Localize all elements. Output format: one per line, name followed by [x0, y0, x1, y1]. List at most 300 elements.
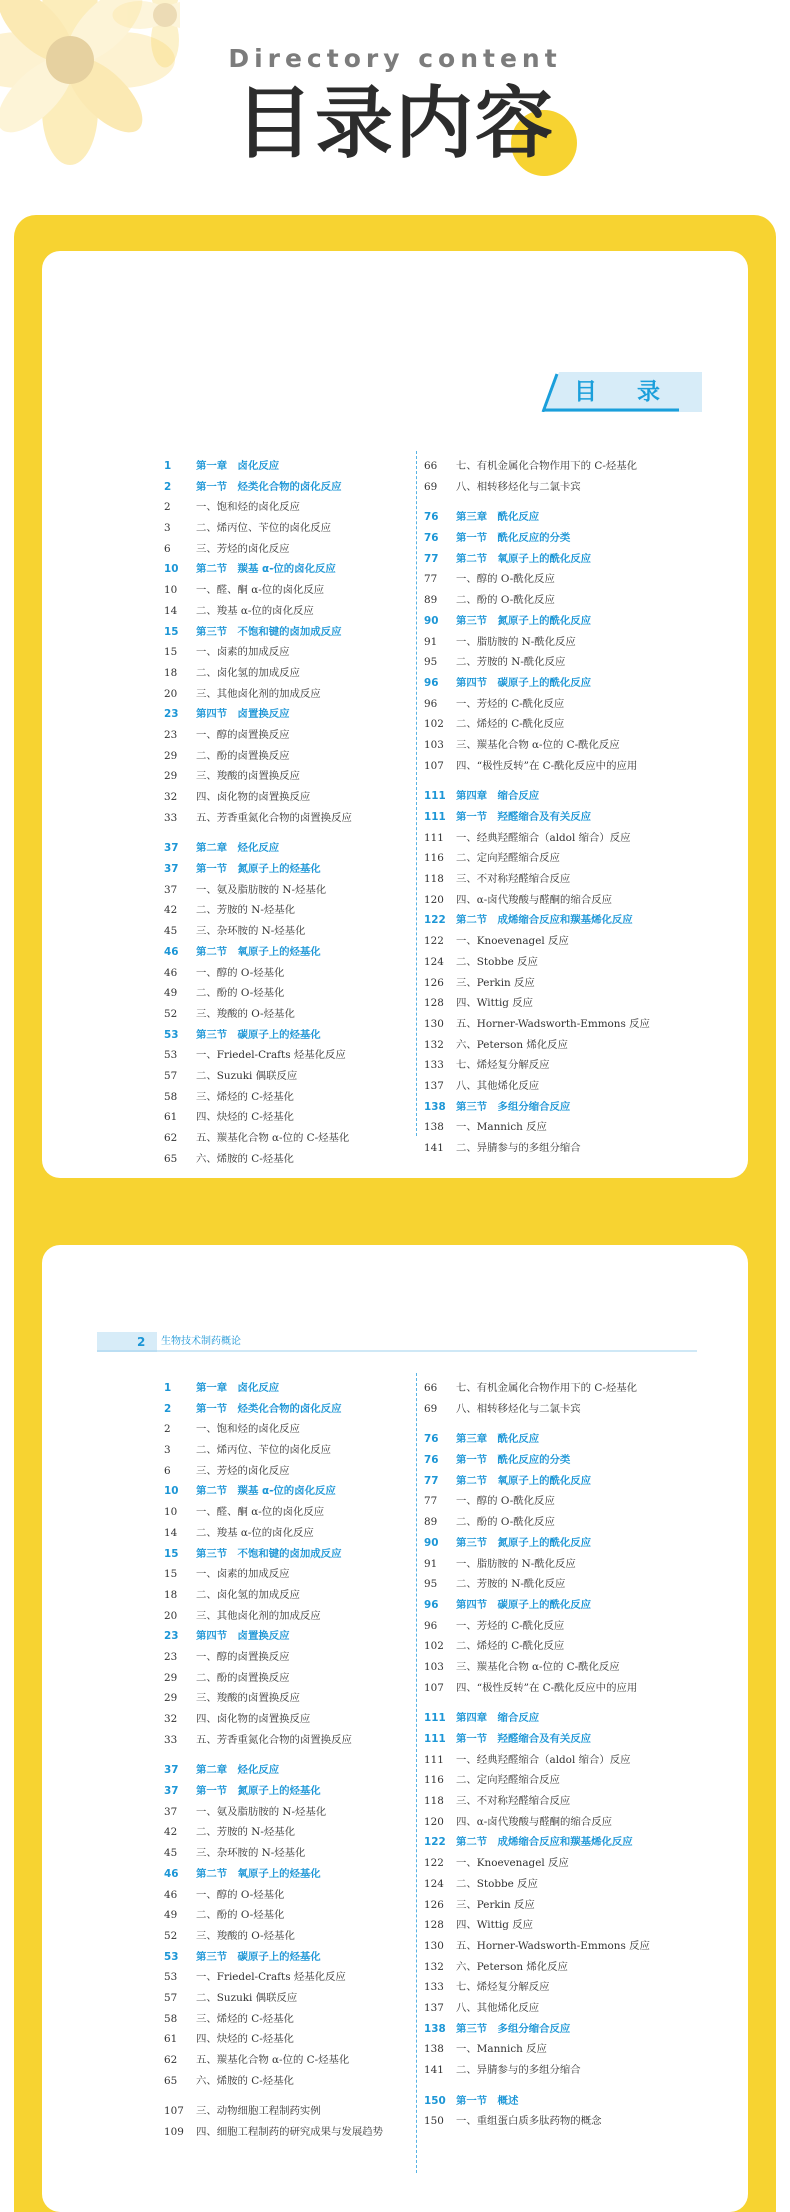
toc-entry-title: 第一节 酰化反应的分类: [456, 532, 571, 545]
toc-entry-title: 三、其他卤化剂的加成反应: [196, 1609, 321, 1622]
toc-entry-title: 四、炔烃的 C-烃基化: [196, 2033, 294, 2046]
toc-entry: [164, 787, 424, 808]
toc-entry-title: 第二节 氧原子上的烃基化: [196, 945, 321, 958]
toc-page-number: 96: [424, 1598, 439, 1611]
toc-entry-title: 二、卤化氢的加成反应: [196, 1588, 300, 1601]
toc-entry-title: 第三章 酰化反应: [456, 511, 540, 524]
toc-page-number: 37: [164, 1764, 179, 1777]
toc-entry: [424, 1678, 724, 1699]
toc-entry: [164, 1045, 424, 1066]
toc-entry: [424, 1616, 724, 1637]
toc-entry-title: 第二节 羰基 α-位的卤化反应: [196, 563, 336, 576]
toc-entry: [164, 1585, 424, 1606]
toc-page-number: 69: [424, 1402, 438, 1415]
toc-page-number: 42: [164, 1826, 178, 1839]
toc-entry: [164, 808, 424, 829]
toc-entry-title: 七、烯烃复分解反应: [456, 1981, 550, 1994]
toc-entry-title: 七、有机金属化合物作用下的 C-烃基化: [456, 1382, 638, 1394]
toc-entry-title: 三、芳烃的卤化反应: [196, 1464, 290, 1477]
toc-entry-title: 四、细胞工程制药的研究成果与发展趋势: [196, 2126, 384, 2139]
toc-entry: [164, 1647, 424, 1668]
toc-page-number: 120: [424, 893, 444, 906]
toc-entry-title: 一、Friedel-Crafts 烃基化反应: [196, 1971, 346, 1984]
toc-entry-title: 二、酚的卤置换反应: [196, 1671, 290, 1684]
toc-entry-title: 二、烯烃的 C-酰化反应: [456, 718, 565, 731]
toc-entry-title: 第四章 缩合反应: [456, 1712, 540, 1725]
toc-page-card-1: [42, 251, 748, 1178]
toc-heading-entry: [164, 622, 424, 643]
toc-entry-title: 第四节 卤置换反应: [196, 1630, 290, 1643]
toc-heading-entry: [424, 2019, 724, 2040]
toc-entry-title: 二、羧基 α-位的卤化反应: [196, 1526, 314, 1539]
toc-entry: [424, 890, 724, 911]
toc-entry-title: 第二章 烃化反应: [196, 1764, 280, 1777]
toc-entry-title: 一、Knoevenagel 反应: [456, 1857, 569, 1870]
toc-entry-title: 第一节 氮原子上的烃基化: [196, 1785, 321, 1798]
toc-page-number: 107: [164, 2105, 184, 2118]
toc-page-number: 122: [424, 1836, 446, 1849]
toc-entry-title: 八、其他烯化反应: [456, 1079, 540, 1092]
toc-heading-entry: [424, 611, 724, 632]
toc-heading-entry: [164, 456, 424, 477]
toc-entry-title: 一、经典羟醛缩合（aldol 缩合）反应: [456, 831, 631, 844]
toc-entry: [164, 1688, 424, 1709]
toc-entry-title: 一、Friedel-Crafts 烃基化反应: [196, 1049, 346, 1062]
toc-page-number: 76: [424, 1454, 439, 1467]
page-title: [235, 78, 555, 170]
toc-entry-title: 八、相转移烃化与二氯卡宾: [456, 1402, 581, 1415]
toc-entry-title: 第三节 多组分缩合反应: [456, 1100, 571, 1113]
toc-page-number: 6: [164, 1464, 171, 1477]
toc-entry: [424, 1378, 724, 1399]
toc-entry: [424, 1117, 724, 1138]
toc-entry-title: 第二节 成烯缩合反应和羰基烯化反应: [456, 1836, 633, 1849]
toc-heading-entry: [164, 1025, 424, 1046]
toc-entry-title: 二、烯丙位、苄位的卤化反应: [196, 1444, 332, 1457]
toc-page-number: 138: [424, 1100, 446, 1113]
toc-right-column: [424, 456, 724, 1159]
toc-page-number: 46: [164, 1888, 178, 1901]
toc-heading-entry: [424, 1832, 724, 1853]
toc-entry: [164, 1822, 424, 1843]
toc-entry: [424, 993, 724, 1014]
toc-entry-title: 第一节 氮原子上的烃基化: [196, 863, 321, 876]
toc-heading-entry: [424, 549, 724, 570]
toc-page-number: 29: [164, 1692, 178, 1705]
toc-entry-title: 五、芳香重氮化合物的卤置换反应: [196, 1733, 352, 1746]
toc-page-number: 77: [424, 552, 439, 565]
toc-entry: [424, 1554, 724, 1575]
toc-page-number: 66: [424, 460, 438, 472]
toc-entry-title: 六、Peterson 烯化反应: [456, 1960, 568, 1973]
toc-page-number: 52: [164, 1007, 178, 1020]
toc-page-number: 91: [424, 635, 438, 648]
toc-entry: [164, 2050, 424, 2071]
toc-page-number: 10: [164, 584, 178, 597]
toc-entry-title: 第四节 卤置换反应: [196, 708, 290, 721]
toc-entry: [424, 848, 724, 869]
toc-page-number: 58: [164, 1090, 178, 1103]
toc-entry: [424, 828, 724, 849]
toc-page-card-2: [42, 1245, 748, 2212]
toc-entry: [424, 652, 724, 673]
toc-heading-entry: [424, 1450, 724, 1471]
toc-entry-title: 六、Peterson 烯化反应: [456, 1038, 568, 1051]
toc-page-number: 141: [424, 2064, 444, 2076]
toc-entry-title: 一、饱和烃的卤化反应: [196, 1423, 300, 1436]
toc-page-number: 45: [164, 1847, 178, 1860]
toc-page-number: 96: [424, 1619, 438, 1632]
toc-entry-title: 一、Mannich 反应: [456, 1121, 547, 1134]
toc-entry-title: 四、炔烃的 C-烃基化: [196, 1111, 294, 1124]
toc-page-number: 61: [164, 2033, 178, 2046]
toc-entry-title: 第一节 羟醛缩合及有关反应: [456, 811, 592, 823]
toc-heading-entry: [164, 1378, 424, 1399]
toc-entry: [424, 1977, 724, 1998]
toc-entry: [164, 1905, 424, 1926]
toc-page-number: 37: [164, 883, 178, 896]
toc-entry: [424, 2111, 724, 2132]
toc-entry: [164, 1730, 424, 1751]
toc-page-number: 96: [424, 697, 438, 710]
toc-heading-entry: [164, 1760, 424, 1781]
toc-page-number: 10: [164, 1506, 178, 1519]
toc-page-number: 62: [164, 1132, 178, 1144]
toc-page-number: 76: [424, 511, 439, 524]
toc-page-number: 69: [424, 480, 438, 493]
toc-left-column: [164, 456, 424, 1169]
toc-entry: [424, 1657, 724, 1678]
toc-page-number: 126: [424, 976, 444, 989]
toc-page-number: 138: [424, 2043, 444, 2056]
toc-entry-title: 一、卤素的加成反应: [196, 1568, 290, 1581]
toc-heading-entry: [164, 942, 424, 963]
toc-entry: [424, 931, 724, 952]
toc-page-number: 128: [424, 997, 444, 1010]
toc-entry-title: 四、卤化物的卤置换反应: [196, 791, 311, 803]
toc-entry-title: 三、杂环胺的 N-烃基化: [196, 925, 306, 938]
toc-page-number: 102: [424, 1640, 444, 1653]
toc-page-number: 10: [164, 563, 179, 576]
toc-entry: [424, 694, 724, 715]
toc-page-number: 6: [164, 542, 171, 555]
toc-page-number: 137: [424, 1079, 444, 1092]
toc-heading-entry: [164, 704, 424, 725]
toc-entry-title: 第四节 碳原子上的酰化反应: [456, 1598, 592, 1611]
toc-page-number: 15: [164, 1547, 179, 1560]
toc-page-number: 37: [164, 863, 179, 876]
toc-entry: [164, 2029, 424, 2050]
toc-page-number: 37: [164, 1805, 178, 1818]
toc-heading-entry: [164, 1481, 424, 1502]
toc-heading-entry: [424, 2091, 724, 2112]
toc-entry: [424, 1791, 724, 1812]
column-divider: [416, 451, 417, 1136]
toc-table-2: [42, 1245, 748, 2212]
toc-entry: [424, 869, 724, 890]
toc-heading-entry: [424, 1097, 724, 1118]
toc-entry-title: 第四节 碳原子上的酰化反应: [456, 676, 592, 689]
toc-entry: [164, 1004, 424, 1025]
toc-entry-title: 第四章 缩合反应: [456, 790, 540, 803]
toc-page-number: 130: [424, 1017, 444, 1030]
toc-entry-title: 二、烯烃的 C-酰化反应: [456, 1640, 565, 1653]
toc-page-number: 52: [164, 1929, 178, 1942]
toc-page-number: 76: [424, 532, 439, 545]
toc-entry: [424, 1998, 724, 2019]
toc-entry: [424, 952, 724, 973]
toc-entry: [424, 1957, 724, 1978]
toc-entry: [164, 983, 424, 1004]
toc-entry: [164, 2071, 424, 2092]
toc-page-number: 18: [164, 666, 178, 679]
toc-page-number: 58: [164, 2012, 178, 2025]
toc-page-number: 37: [164, 842, 179, 855]
toc-page-number: 118: [424, 1795, 444, 1808]
toc-heading-entry: [164, 1781, 424, 1802]
toc-entry-title: 三、羧酸的卤置换反应: [196, 770, 300, 783]
toc-page-number: 3: [164, 522, 171, 535]
toc-entry: [164, 766, 424, 787]
toc-page-number: 91: [424, 1557, 438, 1570]
toc-entry-title: 第三节 不饱和键的卤加成反应: [196, 1547, 342, 1560]
toc-entry: [164, 1564, 424, 1585]
toc-page-number: 150: [424, 2094, 446, 2107]
toc-page-number: 33: [164, 811, 178, 824]
toc-entry: [164, 1606, 424, 1627]
toc-entry-title: 八、其他烯化反应: [456, 2001, 540, 2014]
toc-heading-entry: [164, 1626, 424, 1647]
toc-entry-title: 三、不对称羟醛缩合反应: [456, 873, 571, 886]
toc-entry-title: 四、α-卤代羧酸与醛酮的缩合反应: [456, 1815, 612, 1828]
toc-entry-title: 五、羰基化合物 α-位的 C-烃基化: [196, 1132, 350, 1144]
toc-page-number: 107: [424, 759, 444, 772]
toc-entry: [164, 1107, 424, 1128]
toc-page-number: 124: [424, 1877, 444, 1890]
toc-entry: [164, 518, 424, 539]
toc-entry: [164, 1802, 424, 1823]
toc-page-number: 132: [424, 1960, 444, 1973]
toc-page-number: 90: [424, 614, 439, 627]
toc-entry-title: 二、烯丙位、苄位的卤化反应: [196, 522, 332, 535]
toc-entry: [164, 2122, 424, 2143]
toc-heading-entry: [424, 1429, 724, 1450]
toc-heading-entry: [164, 1864, 424, 1885]
toc-entry-title: 五、Horner-Wadsworth-Emmons 反应: [456, 1017, 650, 1030]
toc-heading-entry: [424, 1471, 724, 1492]
toc-entry-title: 一、醇的卤置换反应: [196, 1650, 290, 1663]
running-head-page-number: 2: [137, 1335, 146, 1349]
toc-entry: [164, 1502, 424, 1523]
toc-entry: [164, 1843, 424, 1864]
toc-entry-title: 第二节 氧原子上的烃基化: [196, 1867, 321, 1880]
toc-entry-title: 第三节 碳原子上的烃基化: [196, 1950, 321, 1963]
toc-page-number: 37: [164, 1785, 179, 1798]
toc-heading-entry: [164, 1399, 424, 1420]
toc-entry: [424, 632, 724, 653]
toc-page-number: 133: [424, 1981, 444, 1994]
toc-entry-title: 第三节 不饱和键的卤加成反应: [196, 625, 342, 638]
toc-page-number: 122: [424, 935, 444, 948]
toc-page-number: 46: [164, 966, 178, 979]
toc-entry-title: 二、Suzuki 偶联反应: [196, 1069, 298, 1082]
toc-entry: [164, 746, 424, 767]
toc-entry: [424, 1574, 724, 1595]
toc-entry-title: 四、Wittig 反应: [456, 1919, 534, 1932]
toc-heading-entry: [424, 910, 724, 931]
toc-entry-title: 第二节 氧原子上的酰化反应: [456, 552, 592, 565]
toc-entry: [424, 1750, 724, 1771]
toc-page-number: 61: [164, 1111, 178, 1124]
toc-entry: [164, 1440, 424, 1461]
toc-entry-title: 一、醇的 O-酰化反应: [456, 573, 555, 586]
toc-page-number: 29: [164, 770, 178, 783]
toc-entry: [424, 1915, 724, 1936]
toc-heading-entry: [424, 786, 724, 807]
toc-heading-entry: [424, 673, 724, 694]
toc-table-1: [42, 251, 748, 1178]
toc-page-number: 2: [164, 1423, 171, 1436]
toc-entry: [424, 590, 724, 611]
toc-entry: [424, 756, 724, 777]
toc-page-number: 14: [164, 1526, 178, 1539]
toc-page-number: 1: [164, 1382, 172, 1394]
toc-entry: [164, 2101, 424, 2122]
toc-page-number: 49: [164, 987, 178, 1000]
toc-page-number: 90: [424, 1536, 439, 1549]
toc-heading-entry: [164, 477, 424, 498]
toc-entry: [164, 2009, 424, 2030]
toc-entry-title: 三、芳烃的卤化反应: [196, 542, 290, 555]
toc-page-number: 103: [424, 738, 444, 751]
toc-entry-title: 第二章 烃化反应: [196, 842, 280, 855]
toc-page-number: 23: [164, 708, 179, 721]
column-divider: [416, 1373, 417, 2173]
toc-entry: [164, 1419, 424, 1440]
toc-page-number: 33: [164, 1733, 178, 1746]
toc-entry: [424, 1076, 724, 1097]
toc-entry-title: 第三章 酰化反应: [456, 1433, 540, 1446]
toc-page-number: 49: [164, 1909, 178, 1922]
toc-page-number: 29: [164, 749, 178, 762]
toc-page-number: 141: [424, 1142, 444, 1154]
toc-entry: [424, 1035, 724, 1056]
toc-page-number: 111: [424, 811, 446, 823]
toc-entry-title: 第三节 氮原子上的酰化反应: [456, 1536, 592, 1549]
toc-entry-title: 第一节 羟醛缩合及有关反应: [456, 1733, 592, 1745]
toc-heading-entry: [164, 838, 424, 859]
toc-entry-title: 二、酚的 O-酰化反应: [456, 594, 555, 607]
toc-entry-title: 一、醇的 O-酰化反应: [456, 1495, 555, 1508]
toc-entry-title: 四、卤化物的卤置换反应: [196, 1713, 311, 1725]
toc-page-number: 15: [164, 1568, 178, 1581]
toc-page-number: 111: [424, 1753, 444, 1766]
toc-page-number: 111: [424, 790, 446, 803]
toc-page-number: 111: [424, 831, 444, 844]
toc-page-number: 53: [164, 1028, 179, 1041]
toc-entry-title: 一、重组蛋白质多肽药物的概念: [456, 2115, 602, 2128]
toc-entry-title: 第一章 卤化反应: [196, 460, 280, 472]
toc-page-number: 133: [424, 1059, 444, 1072]
toc-entry-title: 六、烯胺的 C-烃基化: [196, 1152, 294, 1165]
toc-entry: [424, 1895, 724, 1916]
toc-entry-title: 一、Knoevenagel 反应: [456, 935, 569, 948]
toc-entry: [164, 580, 424, 601]
toc-page-number: 23: [164, 1630, 179, 1643]
toc-page-number: 20: [164, 687, 178, 700]
toc-page-number: 111: [424, 1712, 446, 1725]
toc-entry-title: 一、氨及脂肪胺的 N-烃基化: [196, 1805, 327, 1818]
toc-heading-entry: [164, 559, 424, 580]
toc-page-number: 77: [424, 1495, 438, 1508]
toc-entry-title: 一、醇的 O-烃基化: [196, 1888, 285, 1901]
toc-page-number: 116: [424, 1774, 444, 1787]
toc-entry-title: 第三节 氮原子上的酰化反应: [456, 614, 592, 627]
toc-entry-title: 一、经典羟醛缩合（aldol 缩合）反应: [456, 1753, 631, 1766]
toc-page-number: 138: [424, 2022, 446, 2035]
toc-left-column: [164, 1378, 424, 2143]
toc-entry-title: 八、相转移烃化与二氯卡宾: [456, 480, 581, 493]
toc-entry-title: 二、定向羟醛缩合反应: [456, 1774, 560, 1787]
toc-entry: [164, 539, 424, 560]
toc-entry-title: 一、芳烃的 C-酰化反应: [456, 697, 565, 710]
toc-entry: [164, 1885, 424, 1906]
toc-heading-entry: [424, 1708, 724, 1729]
toc-entry: [424, 1491, 724, 1512]
running-head-title: 生物技术制药概论: [161, 1336, 241, 1347]
toc-page-number: 96: [424, 676, 439, 689]
toc-page-number: 1: [164, 460, 172, 472]
toc-entry-title: 一、醛、酮 α-位的卤化反应: [196, 1506, 325, 1519]
toc-entry: [164, 1668, 424, 1689]
toc-entry-title: 一、Mannich 反应: [456, 2043, 547, 2056]
toc-entry: [164, 1087, 424, 1108]
toc-entry-title: 五、羰基化合物 α-位的 C-烃基化: [196, 2054, 350, 2066]
toc-entry: [424, 973, 724, 994]
toc-page-number: 76: [424, 1433, 439, 1446]
toc-entry-title: 一、脂肪胺的 N-酰化反应: [456, 635, 576, 648]
toc-page-number: 14: [164, 604, 178, 617]
toc-page-number: 77: [424, 573, 438, 586]
toc-page-number: 57: [164, 1069, 178, 1082]
toc-page-number: 62: [164, 2054, 178, 2066]
toc-page-number: 124: [424, 955, 444, 968]
toc-entry: [424, 1812, 724, 1833]
toc-entry-title: 二、芳胺的 N-酰化反应: [456, 656, 566, 669]
toc-page-number: 32: [164, 1713, 178, 1725]
toc-entry-title: 二、定向羟醛缩合反应: [456, 852, 560, 865]
toc-heading-entry: [424, 528, 724, 549]
toc-page-number: 89: [424, 1516, 438, 1529]
toc-entry: [164, 725, 424, 746]
toc-page-number: 20: [164, 1609, 178, 1622]
toc-entry-title: 四、“极性反转”在 C-酰化反应中的应用: [456, 1681, 638, 1694]
toc-entry-title: 二、异腈参与的多组分缩合: [456, 1142, 581, 1154]
toc-page-number: 65: [164, 2074, 178, 2087]
toc-entry-title: 三、其他卤化剂的加成反应: [196, 687, 321, 700]
toc-entry-title: 第三节 多组分缩合反应: [456, 2022, 571, 2035]
toc-entry-title: 一、脂肪胺的 N-酰化反应: [456, 1557, 576, 1570]
toc-page-number: 29: [164, 1671, 178, 1684]
toc-entry-title: 三、Perkin 反应: [456, 1898, 535, 1911]
toc-entry-title: 二、芳胺的 N-烃基化: [196, 1826, 296, 1839]
toc-entry: [424, 1936, 724, 1957]
toc-page-number: 111: [424, 1733, 446, 1745]
toc-entry: [164, 963, 424, 984]
toc-heading-entry: [424, 807, 724, 828]
toc-entry-title: 二、Stobbe 反应: [456, 1877, 538, 1890]
toc-page-number: 137: [424, 2001, 444, 2014]
